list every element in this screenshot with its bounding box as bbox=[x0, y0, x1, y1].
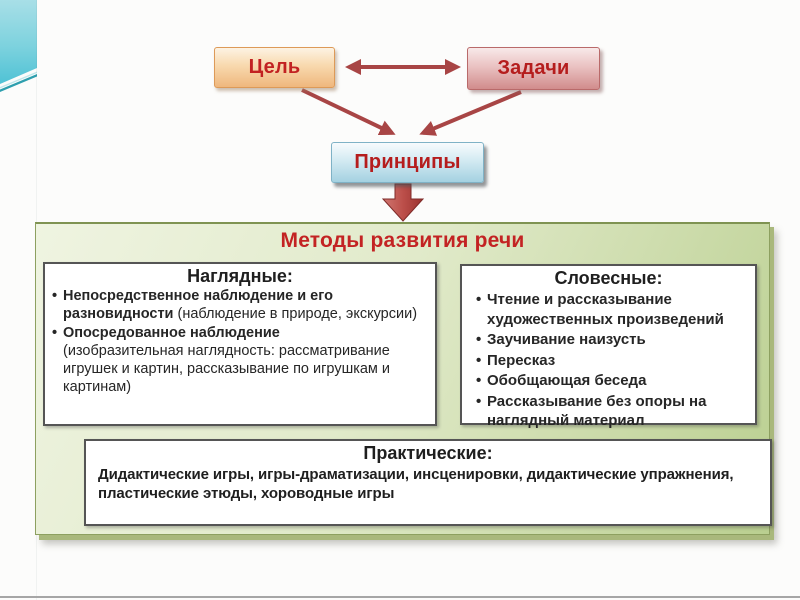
corner-decoration bbox=[0, 0, 48, 100]
list-item bbox=[474, 392, 751, 431]
practical-methods-text: Дидактические игры, игры-драматизации, инсценировки, дидактические упражнения, пластические этюды, хороводные игры bbox=[98, 466, 734, 503]
item-detail: (изобразительная наглядность: рассматривание игрушек и картин, рассказывание по игрушкам и картинам) bbox=[63, 342, 391, 395]
tasks-box bbox=[467, 47, 600, 90]
principles-box bbox=[331, 142, 484, 183]
list-item bbox=[474, 371, 751, 391]
down-arrow-icon bbox=[383, 184, 423, 221]
visual-methods-list bbox=[45, 288, 435, 397]
visual-methods-box bbox=[43, 262, 437, 426]
item-lead: • Опосредованное наблюдение bbox=[63, 324, 280, 341]
goal-box bbox=[214, 47, 335, 88]
methods-panel bbox=[35, 222, 770, 535]
tasks-label: Задачи bbox=[497, 57, 570, 79]
item-text: Чтение и рассказывание художественных произведений bbox=[487, 291, 724, 328]
item-detail: (наблюдение в природе, экскурсии) bbox=[173, 305, 418, 322]
methods-panel-title: Методы развития речи bbox=[280, 229, 525, 252]
slide-bottom-edge bbox=[0, 596, 800, 598]
goal-label: Цель bbox=[248, 56, 301, 78]
item-text: Обобщающая беседа bbox=[487, 372, 647, 389]
corner-shape bbox=[0, 0, 37, 84]
list-item bbox=[50, 325, 431, 397]
diagram-arrows bbox=[0, 0, 800, 230]
principles-label: Принципы bbox=[354, 151, 461, 173]
list-item bbox=[50, 288, 431, 324]
practical-methods-heading: Практические: bbox=[363, 443, 493, 463]
verbal-methods-heading: Словесные: bbox=[554, 268, 663, 288]
item-text: Пересказ bbox=[487, 351, 556, 369]
list-item bbox=[474, 290, 751, 329]
item-text: Рассказывание без опоры на наглядный материал bbox=[487, 392, 707, 429]
item-lead: Непосредственное наблюдение и его разновидности bbox=[63, 288, 333, 322]
visual-methods-heading: Наглядные: bbox=[187, 266, 293, 286]
tasks-to-principles-arrow-icon bbox=[423, 92, 521, 133]
practical-methods-box bbox=[84, 439, 772, 526]
list-item bbox=[474, 351, 751, 371]
verbal-methods-box bbox=[460, 264, 757, 429]
item-text: Заучивание наизусть bbox=[487, 331, 646, 348]
verbal-methods-list bbox=[462, 290, 755, 431]
list-item bbox=[474, 330, 751, 350]
goal-to-principles-arrow-icon bbox=[302, 90, 392, 133]
